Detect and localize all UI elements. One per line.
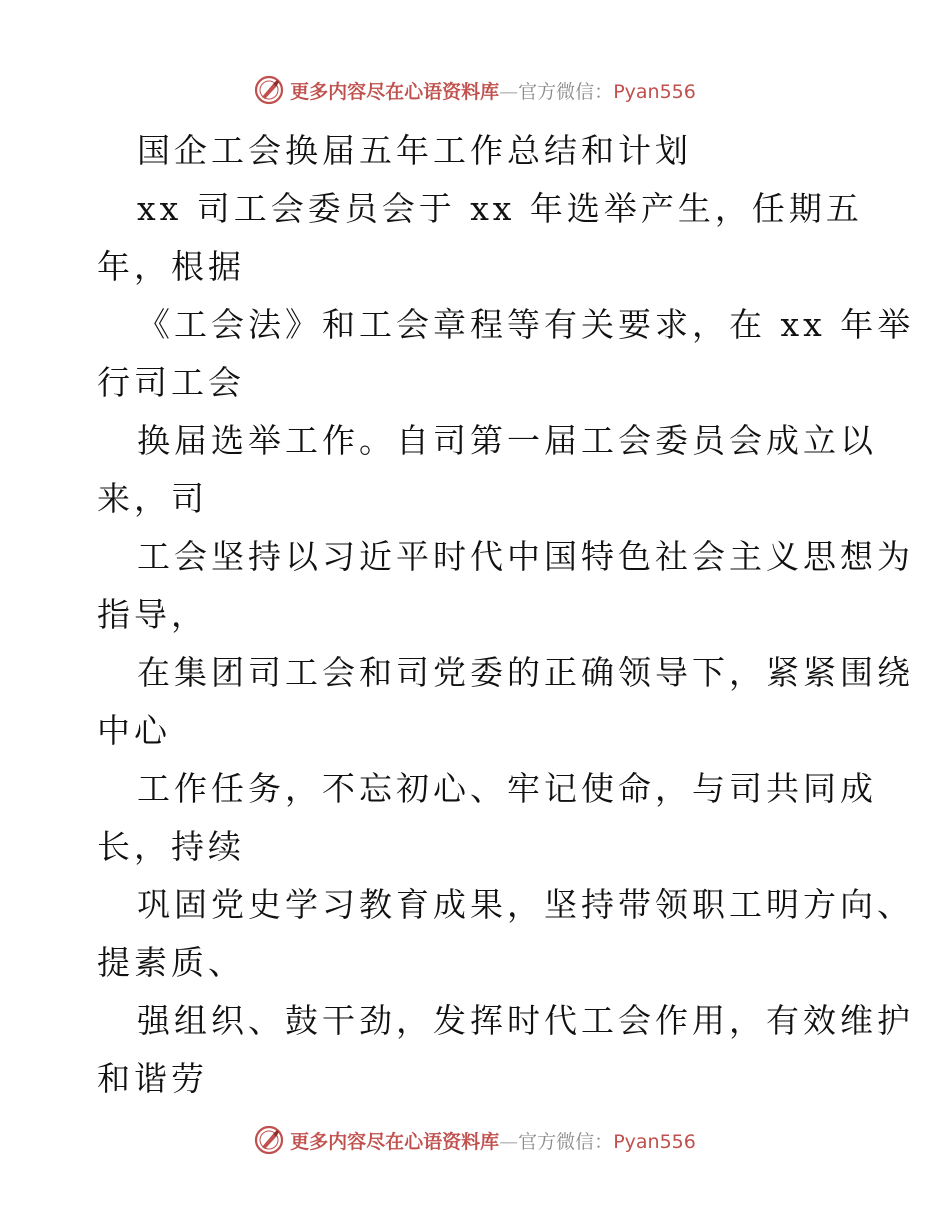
document-body (97, 122, 915, 1108)
document-paragraph (97, 180, 915, 1108)
header-brand-text: 更多内容尽在心语资料库 (290, 80, 500, 103)
document-title: 国企工会换届五年工作总结和计划 (137, 131, 692, 170)
text-line: 长，持续 (97, 827, 245, 866)
text-line: 行司工会 (97, 363, 245, 402)
text-line: 《工会法》和工会章程等有关要求，在 xx 年举 (137, 305, 915, 344)
text-line: 在集团司工会和司党委的正确领导下，紧紧围绕 (137, 653, 914, 692)
text-line: 工作任务，不忘初心、牢记使命，与司共同成 (137, 769, 877, 808)
text-line: 中心 (97, 711, 171, 750)
text-line: 换届选举工作。自司第一届工会委员会成立以 (137, 421, 877, 460)
text-line: 工会坚持以习近平时代中国特色社会主义思想为 (137, 537, 914, 576)
header-wechat-id: Pyan556 (613, 80, 696, 103)
text-line: 年，根据 (97, 247, 245, 286)
footer-official-label: 官方微信： (518, 1130, 614, 1153)
text-line: xx 司工会委员会于 xx 年选举产生，任期五 (137, 189, 863, 228)
text-line: 巩固党史学习教育成果，坚持带领职工明方向、 (137, 885, 914, 924)
header-banner (0, 70, 950, 110)
header-separator: — (499, 80, 519, 103)
pen-nib-seal-icon (254, 75, 284, 105)
header-official-label: 官方微信： (518, 80, 614, 103)
pen-nib-seal-icon (254, 1125, 284, 1155)
footer-wechat-id: Pyan556 (613, 1130, 696, 1153)
text-line: 提素质、 (97, 943, 245, 982)
header-brand-line (290, 77, 696, 104)
text-line: 来，司 (97, 479, 208, 518)
text-line: 指导， (97, 595, 208, 634)
text-line: 强组织、鼓干劲，发挥时代工会作用，有效维护 (137, 1001, 914, 1040)
footer-separator: — (499, 1130, 519, 1153)
footer-brand-line (290, 1127, 696, 1154)
footer-banner (0, 1120, 950, 1160)
text-line: 和谐劳 (97, 1059, 208, 1098)
footer-brand-text: 更多内容尽在心语资料库 (290, 1130, 500, 1153)
